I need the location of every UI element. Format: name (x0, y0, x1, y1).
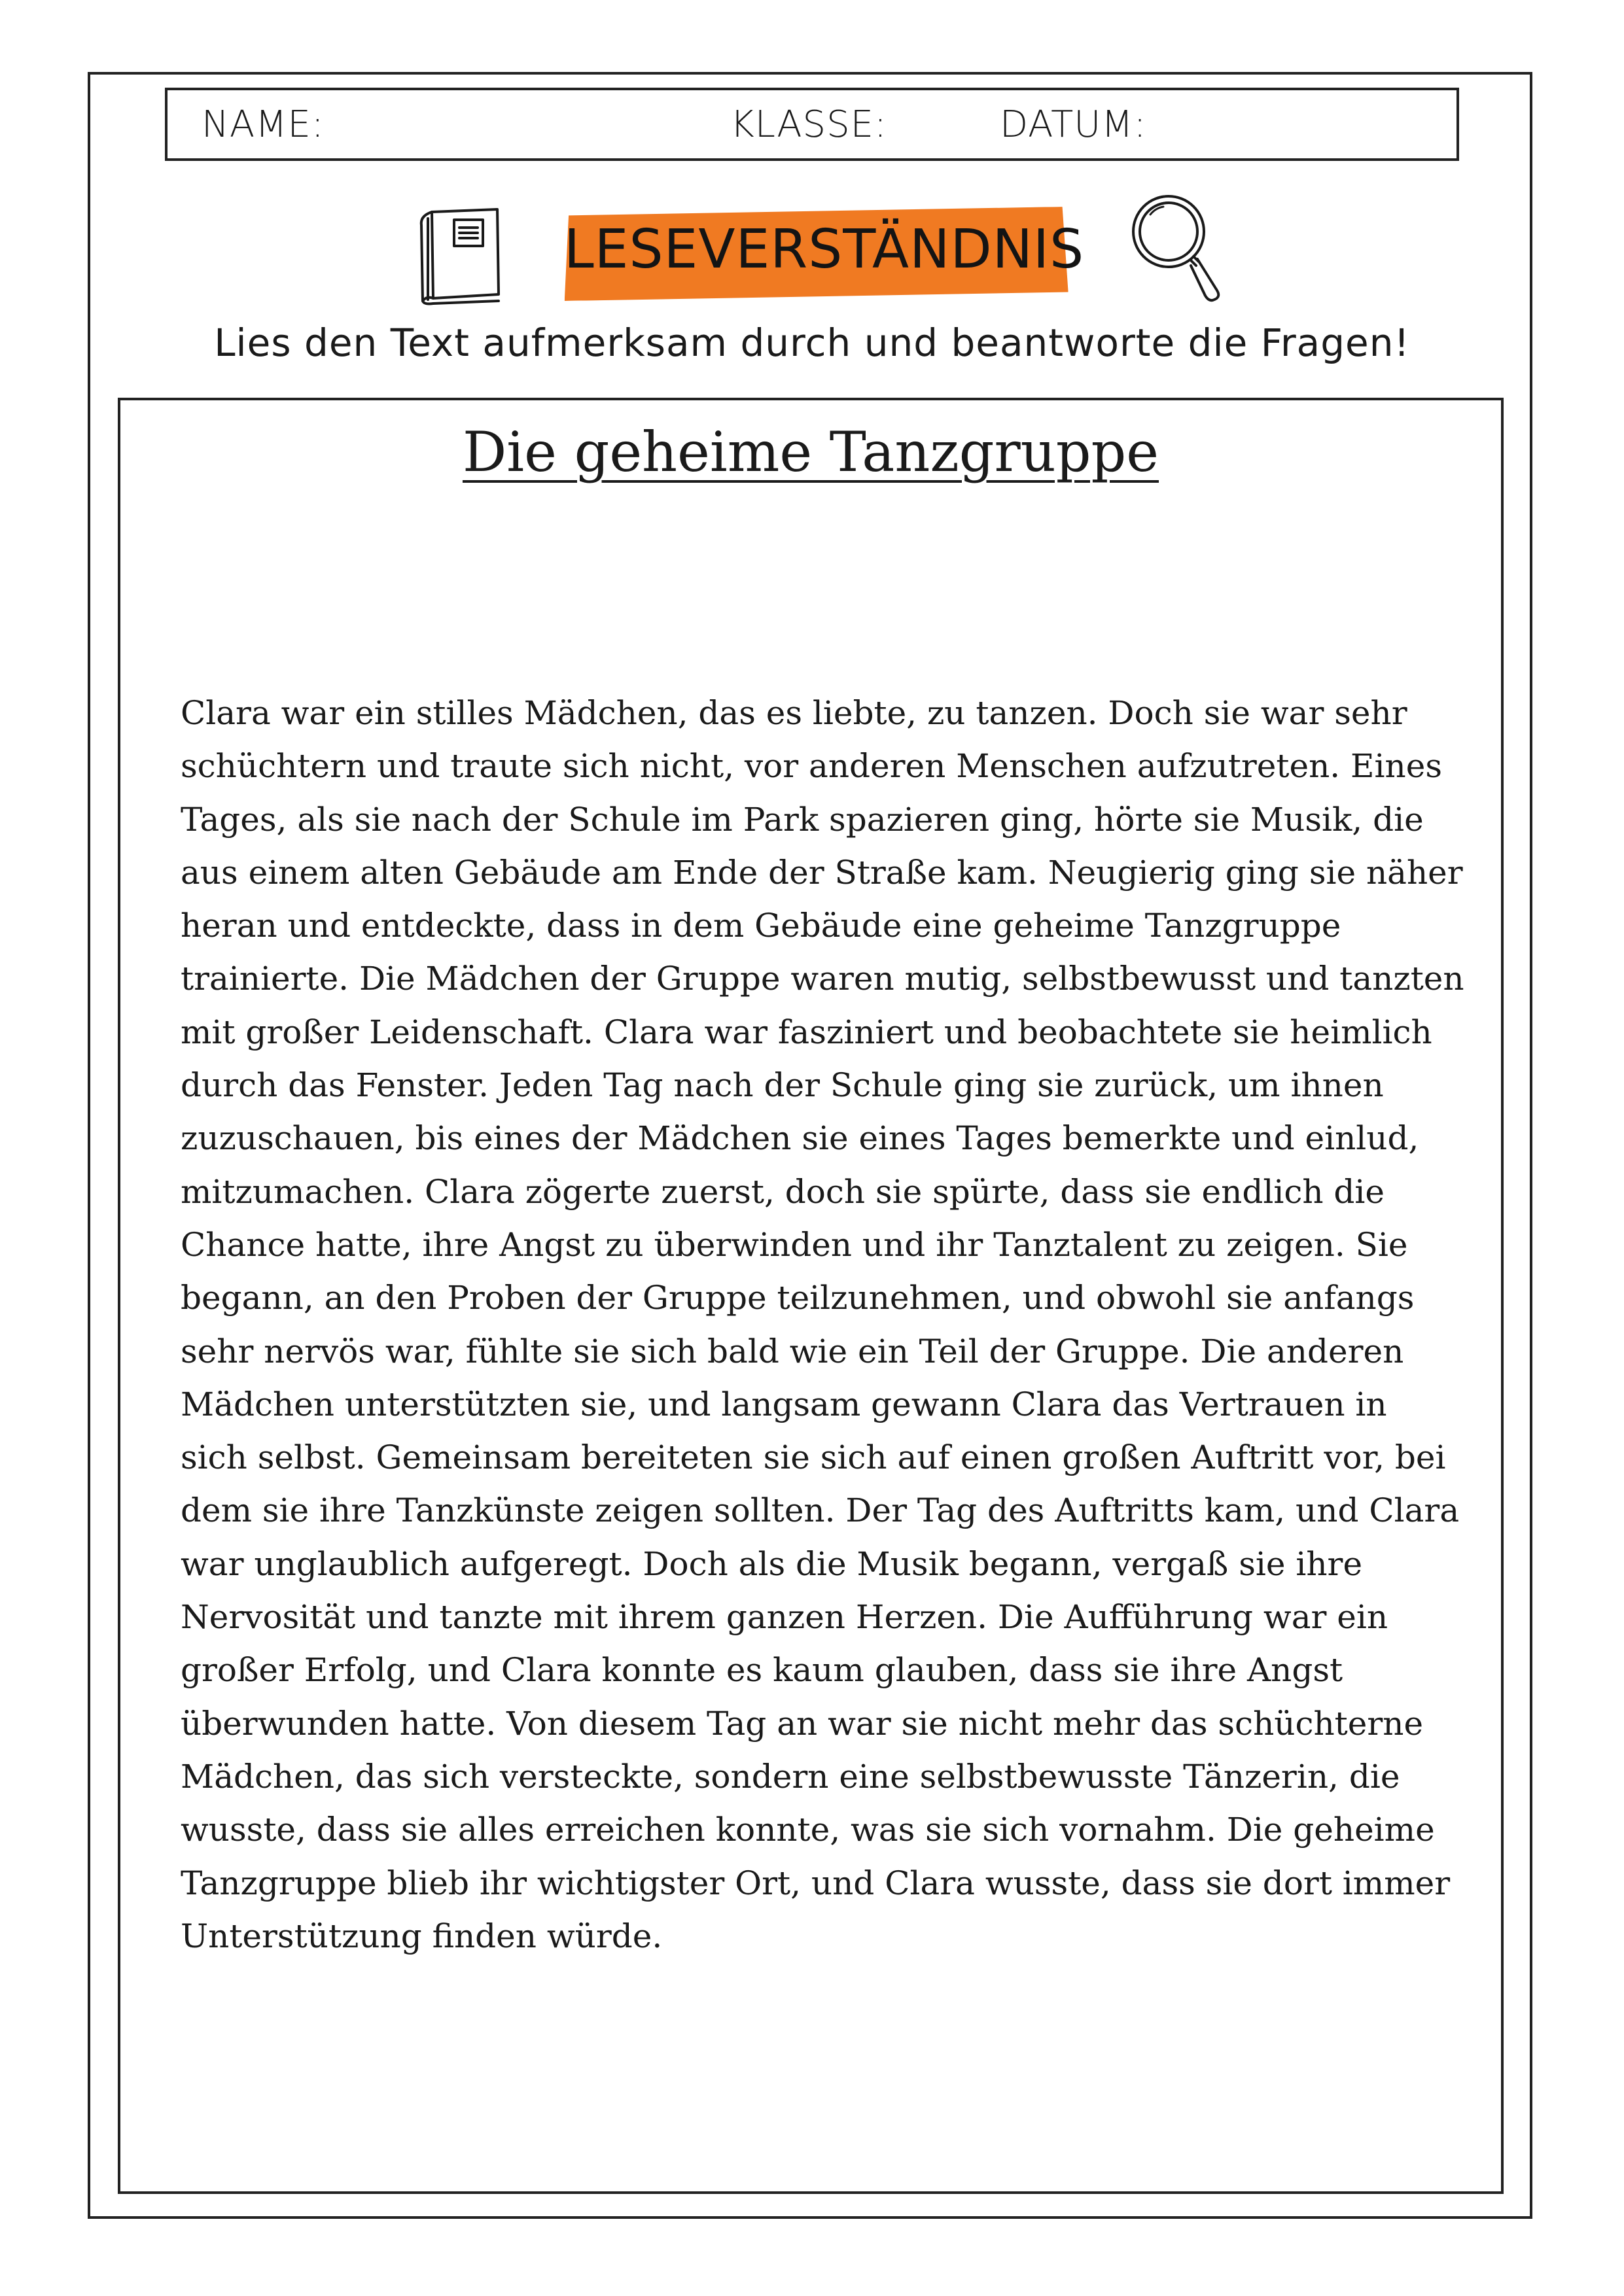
story-text (181, 687, 1464, 1963)
story-line: mit großer Leidenschaft. Clara war fasziniert und beobachtete sie heimlich (181, 1013, 1432, 1051)
story-line: Tanzgruppe blieb ihr wichtigster Ort, und Clara wusste, dass sie dort immer (181, 1864, 1451, 1902)
story-line: schüchtern und traute sich nicht, vor anderen Menschen aufzutreten. Eines (181, 747, 1443, 786)
worksheet-title: LESEVERSTÄNDNIS (564, 218, 1085, 281)
story-line: Clara war ein stilles Mädchen, das es liebte, zu tanzen. Doch sie war sehr (181, 694, 1407, 732)
story-line: sich selbst. Gemeinsam bereiteten sie sich auf einen großen Auftritt vor, bei (181, 1438, 1446, 1477)
story-line: Unterstützung finden würde. (181, 1917, 663, 1955)
story-line: mitzumachen. Clara zögerte zuerst, doch sie spürte, dass sie endlich die (181, 1172, 1385, 1211)
instruction-text: Lies den Text aufmerksam durch und beantworte die Fragen! (214, 321, 1410, 365)
story-line: Tages, als sie nach der Schule im Park spazieren ging, hörte sie Musik, die (181, 800, 1424, 839)
datum-label: DATUM: (1000, 103, 1147, 146)
story-title: Die geheime Tanzgruppe (462, 420, 1159, 484)
student-info-box (165, 88, 1459, 161)
story-line: durch das Fenster. Jeden Tag nach der Schule ging sie zurück, um ihnen (181, 1066, 1384, 1105)
story-line: war unglaublich aufgeregt. Doch als die Musik begann, vergaß sie ihre (181, 1544, 1363, 1583)
worksheet-title-row (0, 190, 1624, 321)
story-line: überwunden hatte. Von diesem Tag an war sie nicht mehr das schüchterne (181, 1704, 1424, 1743)
story-line: Chance hatte, ihre Angst zu überwinden und ihr Tanztalent zu zeigen. Sie (181, 1225, 1408, 1264)
story-line: großer Erfolg, und Clara konnte es kaum glauben, dass sie ihre Angst (181, 1651, 1343, 1690)
story-line: wusste, dass sie alles erreichen konnte, was sie sich vornahm. Die geheime (181, 1811, 1435, 1849)
reading-text-box (118, 398, 1504, 2194)
magnifier-icon (1125, 190, 1230, 314)
story-line: heran und entdeckte, dass in dem Gebäude eine geheime Tanzgruppe (181, 907, 1341, 945)
book-icon (414, 203, 505, 307)
klasse-label: KLASSE: (730, 103, 887, 146)
story-line: sehr nervös war, fühlte sie sich bald wie ein Teil der Gruppe. Die anderen (181, 1332, 1404, 1370)
story-line: zuzuschauen, bis eines der Mädchen sie eines Tages bemerkte und einlud, (181, 1119, 1419, 1158)
story-line: dem sie ihre Tanzkünste zeigen sollten. Der Tag des Auftritts kam, und Clara (181, 1491, 1460, 1530)
story-line: trainierte. Die Mädchen der Gruppe waren mutig, selbstbewusst und tanzten (181, 960, 1464, 998)
story-line: Mädchen unterstützten sie, und langsam gewann Clara das Vertrauen in (181, 1385, 1387, 1423)
story-line: begann, an den Proben der Gruppe teilzunehmen, und obwohl sie anfangs (181, 1279, 1415, 1317)
story-line: Nervosität und tanzte mit ihrem ganzen Herzen. Die Aufführung war ein (181, 1598, 1388, 1637)
story-line: Mädchen, das sich versteckte, sondern eine selbstbewusste Tänzerin, die (181, 1757, 1400, 1796)
name-label: NAME: (202, 103, 325, 146)
story-line: aus einem alten Gebäude am Ende der Straße kam. Neugierig ging sie näher (181, 853, 1463, 892)
